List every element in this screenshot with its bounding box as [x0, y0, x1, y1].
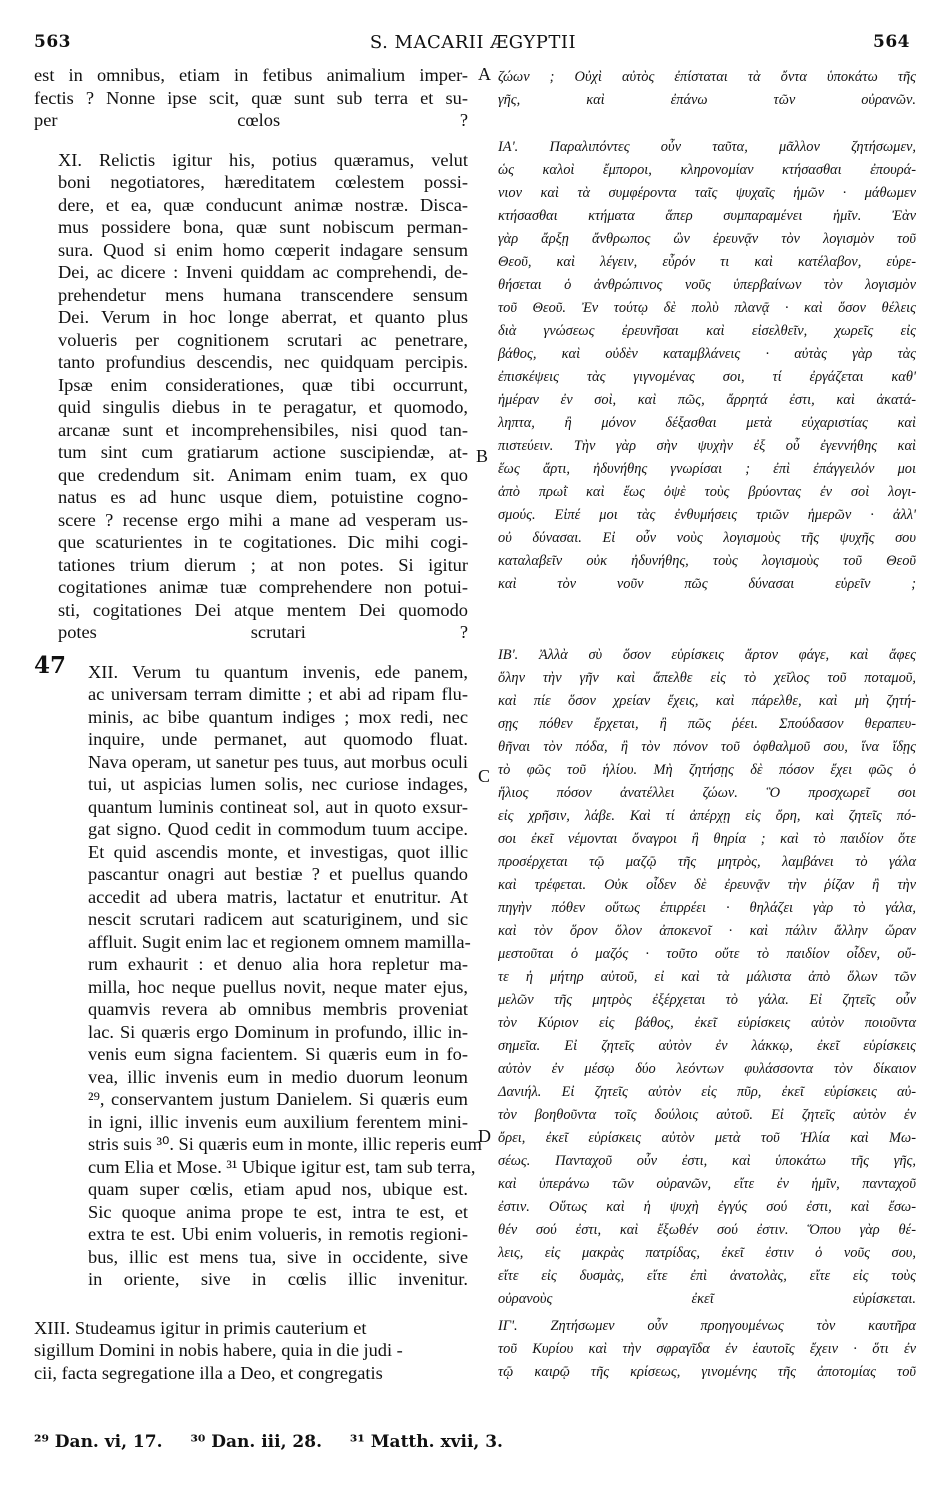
- latin-xii-line: bus, illic est mens tua, sive in occidente, sive: [88, 1246, 468, 1267]
- greek-ib-line: τε ἡ μήτηρ αὐτοῦ, εἰ καὶ τὰ μάλιστα ἀπὸ ὅλων τῶν: [498, 969, 916, 985]
- greek-ia-line: ἀπὸ πρωῒ καὶ ἕως ὀψὲ τοὺς βρύοντας ἐν σοὶ λογι-: [498, 484, 916, 500]
- greek-ib-line: σημεῖα. Εἰ ζητεῖς αὐτὸν ἐν λάκκῳ, ἐκεῖ εὑρίσκεις: [498, 1038, 916, 1054]
- greek-ia-line: ἕως ἄρτι, ἠδυνήθης γνωρίσαι ; ἐπὶ ἐπάγγειλόν μοι: [498, 461, 916, 477]
- greek-ib-line: τὸν βοηθοῦντα τοῖς δούλοις αὐτοῦ. Εἰ ζητεῖς αὐτὸν ἐν: [498, 1107, 916, 1123]
- latin-xii-line: extra te est. Ubi enim volueris, in remotis regioni-: [88, 1224, 468, 1244]
- latin-xii-line: accedit ad ubera matris, lactatur et enutritur. At: [88, 886, 468, 907]
- latin-xii-line: milla, hoc neque puellus novit, neque mater ejus,: [88, 976, 468, 997]
- footnote-29: ²⁹ Dan. vi, 17.: [34, 1432, 163, 1452]
- greek-ib-line: καὶ τρέφεται. Οὐκ οἶδεν δὲ ἐρευνᾷν τὴν ῥίζαν ἢ τὴν: [498, 877, 916, 893]
- latin-xi-line: sti, cogitationes Dei atque mentem Dei quomodo: [58, 599, 468, 620]
- margin-letter-d: D: [478, 1126, 491, 1146]
- latin-xi-line: cogitationes animæ tuæ comprehendere non potui-: [58, 577, 468, 597]
- latin-xii-line: affluit. Sugit enim lac et regionem omnem mamilla-: [88, 931, 471, 952]
- margin-letter-a: A: [478, 64, 491, 84]
- page-number-left: 563: [34, 32, 71, 52]
- greek-ia-line: οὐ δύνασαι. Εἰ οὖν νοὺς λογισμοὺς τῆς ψυχῆς σου: [498, 530, 916, 546]
- latin-xii-line: nescit scrutari radicem aut scaturiginem, und sic: [88, 909, 468, 929]
- latin-xii-line: rum exhaurit : et denuo alia hora repletur ma-: [88, 954, 468, 974]
- latin-xii-line: lac. Si quæris ergo Dominum in profundo, illic in-: [88, 1021, 468, 1042]
- latin-xii-line: vea, illic invenis eum in medio duorum leonum: [88, 1066, 468, 1087]
- latin-xii-line: quam super cœlis, etiam apud nos, ubique est.: [88, 1179, 468, 1199]
- greek-section-ib: [498, 644, 916, 1311]
- latin-intro-paragraph: [34, 64, 468, 132]
- greek-ig-line: τῷ καιρῷ τῆς κρίσεως, γινομένης τῆς ἀποτομίας τοῦ: [498, 1364, 916, 1380]
- greek-ia-line: καταλαβεῖν οὐκ ἠδυνήθης, τοὺς λογισμοὺς τοῦ Θεοῦ: [498, 553, 916, 569]
- latin-xi-line: quid singulis diebus in te peragatur, et quomodo,: [58, 397, 468, 417]
- latin-xii-line: quantum luminis contineat sol, aut in quoto exsur-: [88, 796, 468, 817]
- latin-xi-line: tanto profundius descendis, nec quidquam percipis.: [58, 352, 468, 372]
- greek-ia-line: ἐπισκέψεις τὰς γιγνομένας σοι, τί ἐργάζεται καθ': [498, 369, 916, 385]
- latin-intro-line: est in omnibus, etiam in fetibus animalium imper-: [34, 65, 468, 85]
- page-number-right: 564: [873, 32, 910, 52]
- greek-column: [498, 66, 916, 1384]
- greek-ib-line: οὐρανοὺς ἐκεῖ εὑρίσκεται.: [498, 1291, 916, 1307]
- latin-xi-line: dere, et ea, quæ conducunt animæ nostræ. Disca-: [58, 194, 468, 215]
- greek-ib-line: καὶ ὑπεράνω τῶν οὐρανῶν, εἴτε ἐν ἡμῖν, πανταχοῦ: [498, 1176, 916, 1192]
- latin-xi-line: que credendum sit. Animam enim tuam, ex quo: [58, 464, 468, 485]
- greek-ia-line: νιον καὶ τὰ συμφέροντα ταῖς ψυχαῖς ἡμῶν · μάθωμεν: [498, 185, 916, 201]
- latin-section-xiii: [34, 1317, 468, 1385]
- greek-ig-line: ΙΓʹ. Ζητήσωμεν οὖν προηγουμένως τὸν καυτῆρα: [498, 1318, 916, 1334]
- margin-letter-b: B: [476, 446, 489, 466]
- latin-xi-line: tationes trium dierum ; at non potes. Si igitur: [58, 554, 468, 575]
- latin-xii-line: in igni, illic invenis eum auxilium ferentem mini-: [88, 1111, 468, 1132]
- greek-ib-line: σέως. Πανταχοῦ οὖν ἐστι, καὶ ὑποκάτω τῆς γῆς,: [498, 1153, 916, 1169]
- greek-intro-paragraph: [498, 66, 916, 112]
- greek-ib-line: σῃς πόθεν ἔρχεται, ἢ πῶς ῥέει. Σπούδασον θεραπευ-: [498, 716, 916, 732]
- latin-xii-line: pascantur onagri aut bestiæ ? et puellus quando: [88, 864, 468, 884]
- greek-ib-line: ὅλην τὴν γῆν καὶ ἄπελθε εἰς τὸ χεῖλος τοῦ ποταμοῦ,: [498, 670, 916, 686]
- greek-ib-line: θέν σού ἐστι, καὶ ἔξωθέν σού ἐστιν. Ὅπου γὰρ θέ-: [498, 1222, 916, 1238]
- latin-column: [34, 64, 482, 1384]
- latin-xi-line: XI. Relictis igitur his, potius quæramus, velut: [58, 149, 468, 170]
- latin-intro-line: per cœlos ?: [34, 110, 468, 130]
- greek-ia-line: Θεοῦ, καὶ λέγειν, εὗρόν τι καὶ κατέλαβον, εὑρε-: [498, 254, 916, 270]
- running-title: S. MACARII ÆGYPTII: [369, 32, 577, 53]
- latin-intro-line: fectis ? Nonne ipse scit, quæ sunt sub terra et su-: [34, 87, 468, 108]
- greek-ib-line: τὸν Κύριον εἰς βάθος, ἐκεῖ εὑρίσκεις αὐτὸν ποιοῦντα: [498, 1015, 916, 1031]
- greek-ia-line: βάθος, καὶ οὐδὲν καταμβλάνεις · αὐτὰς γὰρ τὰς: [498, 346, 916, 362]
- latin-xii-line: Sic quoque anima prope te est, intra te est, et: [88, 1201, 468, 1222]
- greek-ib-line: λεις, εἰς μακρὰς πατρίδας, ἐκεῖ ἐστιν ὁ νοῦς σου,: [498, 1245, 916, 1261]
- greek-ia-line: διὰ γνώσεως ἐρευνῆσαι καὶ εἰσελθεῖν, χωρεῖς εἰς: [498, 323, 916, 339]
- greek-ia-line: ὡς καλοὶ ἔμποροι, κληρονομίαν κτήσασθαι ἐπουρά-: [498, 162, 916, 178]
- latin-xii-line: in oriente, sive in cœlis illic invenitur.: [88, 1269, 468, 1289]
- latin-xii-line: XII. Verum tu quantum invenis, ede panem,: [88, 661, 468, 682]
- greek-ib-line: αὐτὸν ἐν μέσῳ δύο λεόντων φυλάσσοντα τὸν δίκαιον: [498, 1061, 916, 1077]
- latin-xii-line: ²⁹, conservantem justum Danielem. Si quæris eum: [88, 1089, 468, 1109]
- greek-intro-line: γῆς, καὶ ἐπάνω τῶν οὐρανῶν.: [498, 92, 916, 108]
- latin-xii-line: cum Elia et Mose. ³¹ Ubique igitur est, tam sub terra,: [88, 1156, 476, 1177]
- greek-ib-line: σοι ἐκεῖ νέμονται ὄναγροι ἢ θηρία ; καὶ τὸ παιδίον ὅτε: [498, 831, 916, 847]
- greek-ia-line: σμούς. Εἰπέ μοι τὰς ἐνθυμήσεις τριῶν ἡμερῶν · ἀλλ': [498, 507, 916, 523]
- latin-xii-line: venis eum signa facientem. Si quæris eum in fo-: [88, 1044, 468, 1064]
- greek-ib-line: καὶ πίε ὅσον χρείαν ἔχεις, καὶ πάρελθε, καὶ μὴ ζητή-: [498, 693, 916, 709]
- latin-xiii-line: cii, facta segregatione illa a Deo, et congregatis: [34, 1362, 383, 1383]
- latin-section-xii: [34, 661, 482, 1291]
- footnotes: [34, 1432, 525, 1452]
- latin-xii-line: tui, ut aspicias lumen solis, nec curiose indages,: [88, 774, 468, 794]
- greek-ib-line: καὶ τὸν ὅρον ὅλον ἀποκενοῖ · καὶ πάλιν ἄλλην ὥραν: [498, 923, 916, 939]
- latin-xii-line: Nava operam, ut sanetur pes tuus, aut morbus oculi: [88, 751, 468, 772]
- greek-ib-line: τὸ φῶς τοῦ ἡλίου. Μὴ ζητήσῃς δὲ πόσον ἔχει φῶς ὁ: [498, 762, 916, 778]
- latin-xi-line: natus es ad hunc usque diem, potuistine cogno-: [58, 487, 468, 507]
- greek-ia-line: γὰρ ἄρξῃ ἄνθρωπος ὢν ἐρευνᾷν τὸν λογισμὸν τοῦ: [498, 231, 916, 247]
- greek-ia-line: θήσεται ὁ ἀνθρώπινος νοῦς ὑπερβαίνων τὸν λογισμὸν: [498, 277, 916, 293]
- greek-ib-line: εἰς χρῆσιν, λάβε. Καὶ τί ἀπέρχῃ εἰς ὄρη, καὶ ζητεῖς πό-: [498, 808, 916, 824]
- greek-ib-line: πηγὴν πόθεν οὕτως ἐπιρρέει · θηλάζει γὰρ τὸ γάλα,: [498, 900, 916, 916]
- latin-xii-line: stris suis ³⁰. Si quæris eum in monte, illic reperis eum: [88, 1134, 482, 1154]
- latin-xi-line: Ipsæ enim considerationes, quæ tibi occurrunt,: [58, 374, 468, 395]
- latin-xii-line: ac universam terram dimitte ; et abi ad ripam flu-: [88, 684, 468, 704]
- latin-xiii-line: sigillum Domini in nobis habere, quia in die judi -: [34, 1340, 403, 1360]
- greek-section-ig: [498, 1315, 916, 1384]
- latin-xi-line: tum sint cum gratiarum actione suscipiendæ, at-: [58, 442, 468, 462]
- margin-letter-c: C: [478, 766, 491, 786]
- footnote-31: ³¹ Matth. xvii, 3.: [349, 1432, 503, 1452]
- greek-ib-line: μεστοῦται ὁ μαζός · τοῦτο οὔτε τὸ παιδίον οἶδεν, οὔ-: [498, 946, 916, 962]
- latin-xi-line: volueris per cognitionem scrutari ac penetrare,: [58, 329, 468, 350]
- greek-intro-line: ζώων ; Οὐχὶ αὐτὸς ἐπίσταται τὰ ὄντα ὑποκάτω τῆς: [498, 69, 916, 85]
- greek-ib-line: ἐστιν. Οὕτως καὶ ἡ ψυχὴ ἐγγύς σού ἐστι, καὶ ἔσω-: [498, 1199, 916, 1215]
- latin-xi-line: que scaturientes in te cogitationes. Dic mihi cogi-: [58, 532, 468, 552]
- latin-xi-line: sura. Quod si enim homo cœperit indagare sensum: [58, 239, 468, 260]
- latin-xi-line: boni negotiatores, hæreditatem cœlestem possi-: [58, 172, 468, 192]
- greek-ib-line: Δανιήλ. Εἰ ζητεῖς αὐτὸν εἰς πῦρ, ἐκεῖ εὑρίσκεις αὐ-: [498, 1084, 916, 1100]
- greek-ib-line: ἥλιος πόσον ἀνατέλλει ζώων. Ὃ προσχωρεῖ σοι: [498, 785, 916, 801]
- greek-ia-line: ΙΑʹ. Παραλιπόντες οὖν ταῦτα, μᾶλλον ζητήσωμεν,: [498, 139, 916, 155]
- greek-ia-line: ληπτα, ἢ μόνον δέξασθαι μετὰ εὐχαριστίας καὶ: [498, 415, 916, 431]
- latin-section-xi: [34, 149, 468, 644]
- greek-ia-line: τοῦ Θεοῦ. Ἐν τούτῳ δὲ πολὺ πλανᾷ · καὶ ὅσον θέλεις: [498, 300, 916, 316]
- latin-xi-line: scere ? recense ergo mihi a mane ad vesperam us-: [58, 509, 468, 530]
- latin-xii-line: quamvis revera ab omnibus membris proveniat: [88, 999, 468, 1019]
- greek-ia-line: καὶ τὸν νοῦν πῶς δύνασαι εὑρεῖν ;: [498, 576, 916, 592]
- latin-xii-line: inquire, unde permanet, aut quomodo fluat.: [88, 729, 468, 749]
- latin-xi-line: potes scrutari ?: [58, 622, 468, 642]
- greek-ia-line: κτήσασθαι κτήματα ἅπερ συμπαραμένει ἡμῖν. Ἐὰν: [498, 208, 916, 224]
- greek-ib-line: ΙΒʹ. Ἀλλὰ σὺ ὅσον εὑρίσκεις ἄρτον φάγε, καὶ ἄφες: [498, 647, 916, 663]
- latin-xi-line: Dei. Verum in hoc longe aberrat, et quanto plus: [58, 307, 468, 327]
- section-number-47: 47: [34, 652, 67, 679]
- greek-ib-line: θῆναι τὸν πόδα, ἢ τὸν πόνον τοῦ ὀφθαλμοῦ σου, ἵνα ἴδῃς: [498, 739, 916, 755]
- greek-ig-line: τοῦ Κυρίου καὶ τὴν σφραγῖδα ἐν ἑαυτοῖς ἔχειν · ὅτι ἐν: [498, 1341, 916, 1357]
- greek-ia-line: ἡμέραν ἐν σοὶ, καὶ πῶς, ἄρρητά ἐστι, καὶ ἀκατά-: [498, 392, 916, 408]
- greek-ia-line: πιστεύειν. Τὴν γὰρ σὴν ψυχὴν ἐξ οὗ ἐγεννήθης καὶ: [498, 438, 916, 454]
- latin-xii-line: minis, ac bibe quantum indiges ; mox redi, nec: [88, 706, 468, 727]
- greek-ib-line: μελῶν τῆς μητρὸς ἐξέρχεται τὸ γάλα. Εἰ ζητεῖς οὖν: [498, 992, 916, 1008]
- greek-ib-line: προσέρχεται τῷ μαζῷ τῆς μητρὸς, λαμβάνει τὸ γάλα: [498, 854, 916, 870]
- greek-ib-line: εἴτε εἰς δυσμὰς, εἴτε ἐπὶ ἀνατολὰς, εἴτε εἰς τοὺς: [498, 1268, 916, 1284]
- latin-xi-line: prehendetur mens humana transcendere sensum: [58, 284, 468, 305]
- latin-xi-line: Dei, ac dicere : Inveni quiddam ac comprehendi, de-: [58, 262, 468, 282]
- footnote-30: ³⁰ Dan. iii, 28.: [190, 1432, 322, 1452]
- greek-ib-line: ὄρει, ἐκεῖ εὑρίσκεις αὐτὸν μετὰ τοῦ Ἠλία καὶ Μω-: [498, 1130, 916, 1146]
- latin-xi-line: arcanæ sunt et incomprehensibiles, nisi quod tan-: [58, 419, 468, 440]
- latin-xii-line: gat signo. Quod cedit in commodum tuum accipe.: [88, 819, 468, 839]
- greek-section-ia: [498, 136, 916, 596]
- latin-xii-line: Et quid ascendis monte, et investigas, quot illic: [88, 841, 468, 862]
- latin-xi-line: mus possidere bona, quæ sunt nobiscum perman-: [58, 217, 468, 237]
- latin-xiii-line: XIII. Studeamus igitur in primis cauterium et: [34, 1317, 367, 1338]
